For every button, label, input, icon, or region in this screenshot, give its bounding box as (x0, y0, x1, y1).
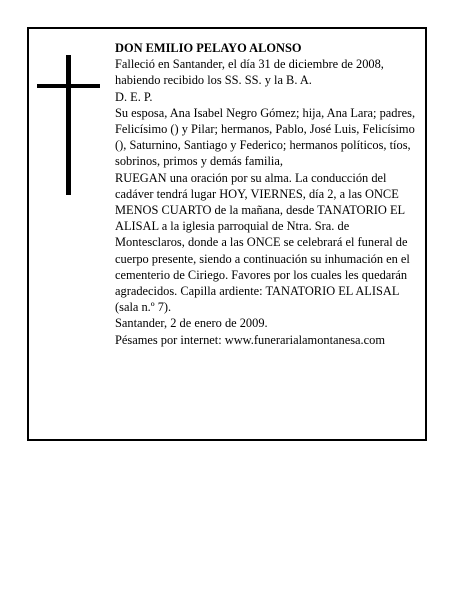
place-date: Santander, 2 de enero de 2009. (115, 316, 268, 331)
death-announcement: Falleció en Santander, el día 31 de diciembre de 2008, habiendo recibido los SS. SS. y la B. A. (115, 57, 384, 88)
condolences-line: Pésames por internet: www.funerarialamontanesa.com (115, 332, 385, 347)
cross-horizontal-bar (37, 84, 100, 88)
deceased-name: DON EMILIO PELAYO ALONSO (115, 41, 302, 55)
obituary-text (115, 40, 420, 348)
family-list: Su esposa, Ana Isabel Negro Gómez; hija, Ana Lara; padres, Felicísimo () y Pilar; hermanos, Pablo, José Luis, Felicísimo (), Saturnino, Santiago y Federico; hermanos políticos, tíos, sobrinos, primos y demás familia, (115, 105, 416, 169)
funeral-request: RUEGAN una oración por su alma. La conducción del cadáver tendrá lugar HOY, VIERNES, día 2, a las ONCE MENOS CUARTO de la mañana, desde TANATORIO EL ALISAL a la iglesia parroquial de Ntra. Sra. de Montesclaros, donde a las ONCE se celebrará el funeral de cuerpo presente, siendo a continuación su inhumación en el cementerio de Ciriego. Favores por los cuales les quedarán agradecidos. Capilla ardiente: TANATORIO EL ALISAL (sala n.º 7). (115, 170, 410, 315)
rip-line: D. E. P. (115, 89, 153, 104)
cross-vertical-bar (66, 55, 71, 195)
